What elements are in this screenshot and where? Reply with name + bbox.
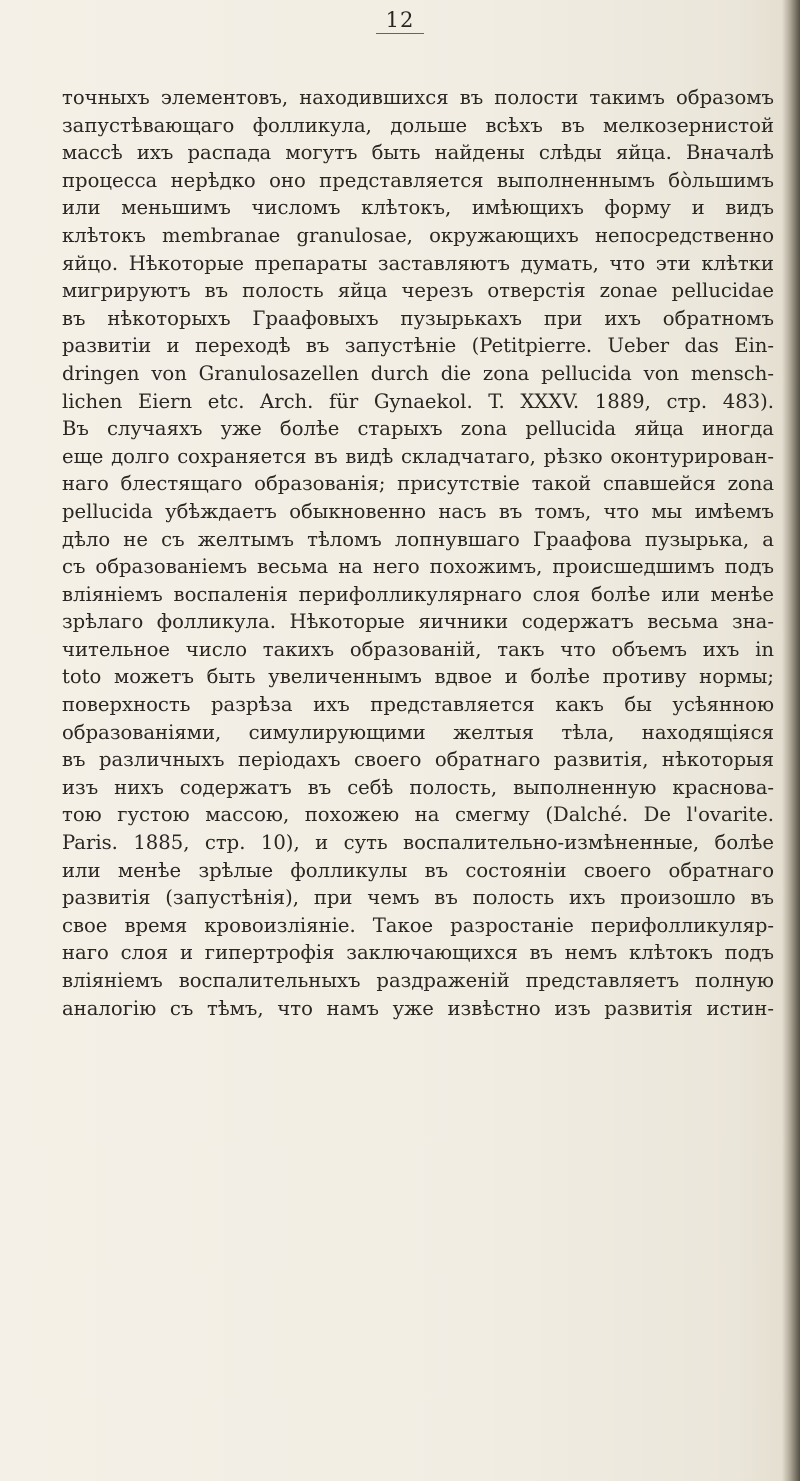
text-line: развитія (запустѣнія), при чемъ въ полость ихъ произошло въ: [62, 886, 774, 910]
text-line: процесса нерѣдко оно представляется выполненнымъ бо̀льшимъ: [62, 168, 774, 192]
page-binding-edge: [782, 0, 800, 1481]
text-line: свое время кровоизліяніе. Такое разростаніе перифолликуляр-: [62, 913, 774, 937]
text-line: массѣ ихъ распада могутъ быть найдены слѣды яйца. Вначалѣ: [62, 141, 774, 165]
text-line: toto можетъ быть увеличеннымъ вдвое и болѣе противу нормы;: [62, 665, 774, 689]
text-line: вліяніемъ воспалительныхъ раздраженій представляетъ полную: [62, 969, 774, 992]
text-line: pellucida убѣждаетъ обыкновенно насъ въ томъ, что мы имѣемъ: [62, 499, 774, 523]
text-line: или менѣе зрѣлые фолликулы въ состояніи своего обратнаго: [62, 858, 774, 882]
text-line: dringen von Granulosazellen durch die zona pellucida von mensch-: [62, 361, 774, 385]
body-text: [62, 84, 774, 1022]
text-line: въ различныхъ періодахъ своего обратнаго развитія, нѣкоторыя: [62, 748, 774, 772]
text-line: яйцо. Нѣкоторые препараты заставляютъ думать, что эти клѣтки: [62, 251, 774, 275]
text-line: наго блестящаго образованія; присутствіе такой спавшейся zona: [62, 472, 774, 496]
text-line: изъ нихъ содержатъ въ себѣ полость, выполненную краснова-: [62, 775, 774, 799]
text-line: запустѣвающаго фолликула, дольше всѣхъ въ мелкозернистой: [62, 113, 774, 137]
text-line: аналогію съ тѣмъ, что намъ уже извѣстно изъ развитія истин-: [62, 996, 774, 1020]
text-line: въ нѣкоторыхъ Граафовыхъ пузырькахъ при ихъ обратномъ: [62, 306, 774, 330]
page-number: [0, 8, 800, 34]
text-line: съ образованіемъ весьма на него похожимъ, происшедшимъ подъ: [62, 555, 774, 579]
text-line: тою густою массою, похожею на смегму (Dalché. De l'ovarite.: [62, 803, 774, 827]
text-line: lichen Eiern etc. Arch. für Gynaekol. T. XXXV. 1889, стр. 483).: [62, 389, 774, 413]
text-line: Paris. 1885, стр. 10), и суть воспалительно-измѣненные, болѣе: [62, 831, 774, 855]
text-line: дѣло не съ желтымъ тѣломъ лопнувшаго Граафова пузырька, а: [62, 527, 774, 551]
text-line: чительное число такихъ образованій, такъ что объемъ ихъ in: [62, 637, 774, 661]
text-line: мигрируютъ въ полость яйца черезъ отверстія zonae pellucidae: [62, 279, 774, 303]
text-line: Въ случаяхъ уже болѣе старыхъ zona pellucida яйца иногда: [62, 417, 774, 441]
text-line: зрѣлаго фолликула. Нѣкоторые яичники содержатъ весьма зна-: [62, 610, 774, 634]
text-line: или меньшимъ числомъ клѣтокъ, имѣющихъ форму и видъ: [62, 196, 774, 220]
text-line: точныхъ элементовъ, находившихся въ полости такимъ образомъ: [62, 86, 774, 109]
text-line: развитіи и переходѣ въ запустѣніе (Petitpierre. Ueber das Ein-: [62, 334, 774, 358]
text-line: поверхность разрѣза ихъ представляется какъ бы усѣянною: [62, 693, 774, 717]
text-line: клѣтокъ membranae granulosae, окружающихъ непосредственно: [62, 223, 774, 247]
text-line: наго слоя и гипертрофія заключающихся въ немъ клѣтокъ подъ: [62, 941, 774, 965]
page-number-text: 12: [376, 8, 425, 34]
text-line: вліяніемъ воспаленія перифолликулярнаго слоя болѣе или менѣе: [62, 582, 774, 606]
text-line: еще долго сохраняется въ видѣ складчатаго, рѣзко оконтурирован-: [62, 444, 774, 468]
text-line: образованіями, симулирующими желтыя тѣла, находящіяся: [62, 720, 774, 744]
